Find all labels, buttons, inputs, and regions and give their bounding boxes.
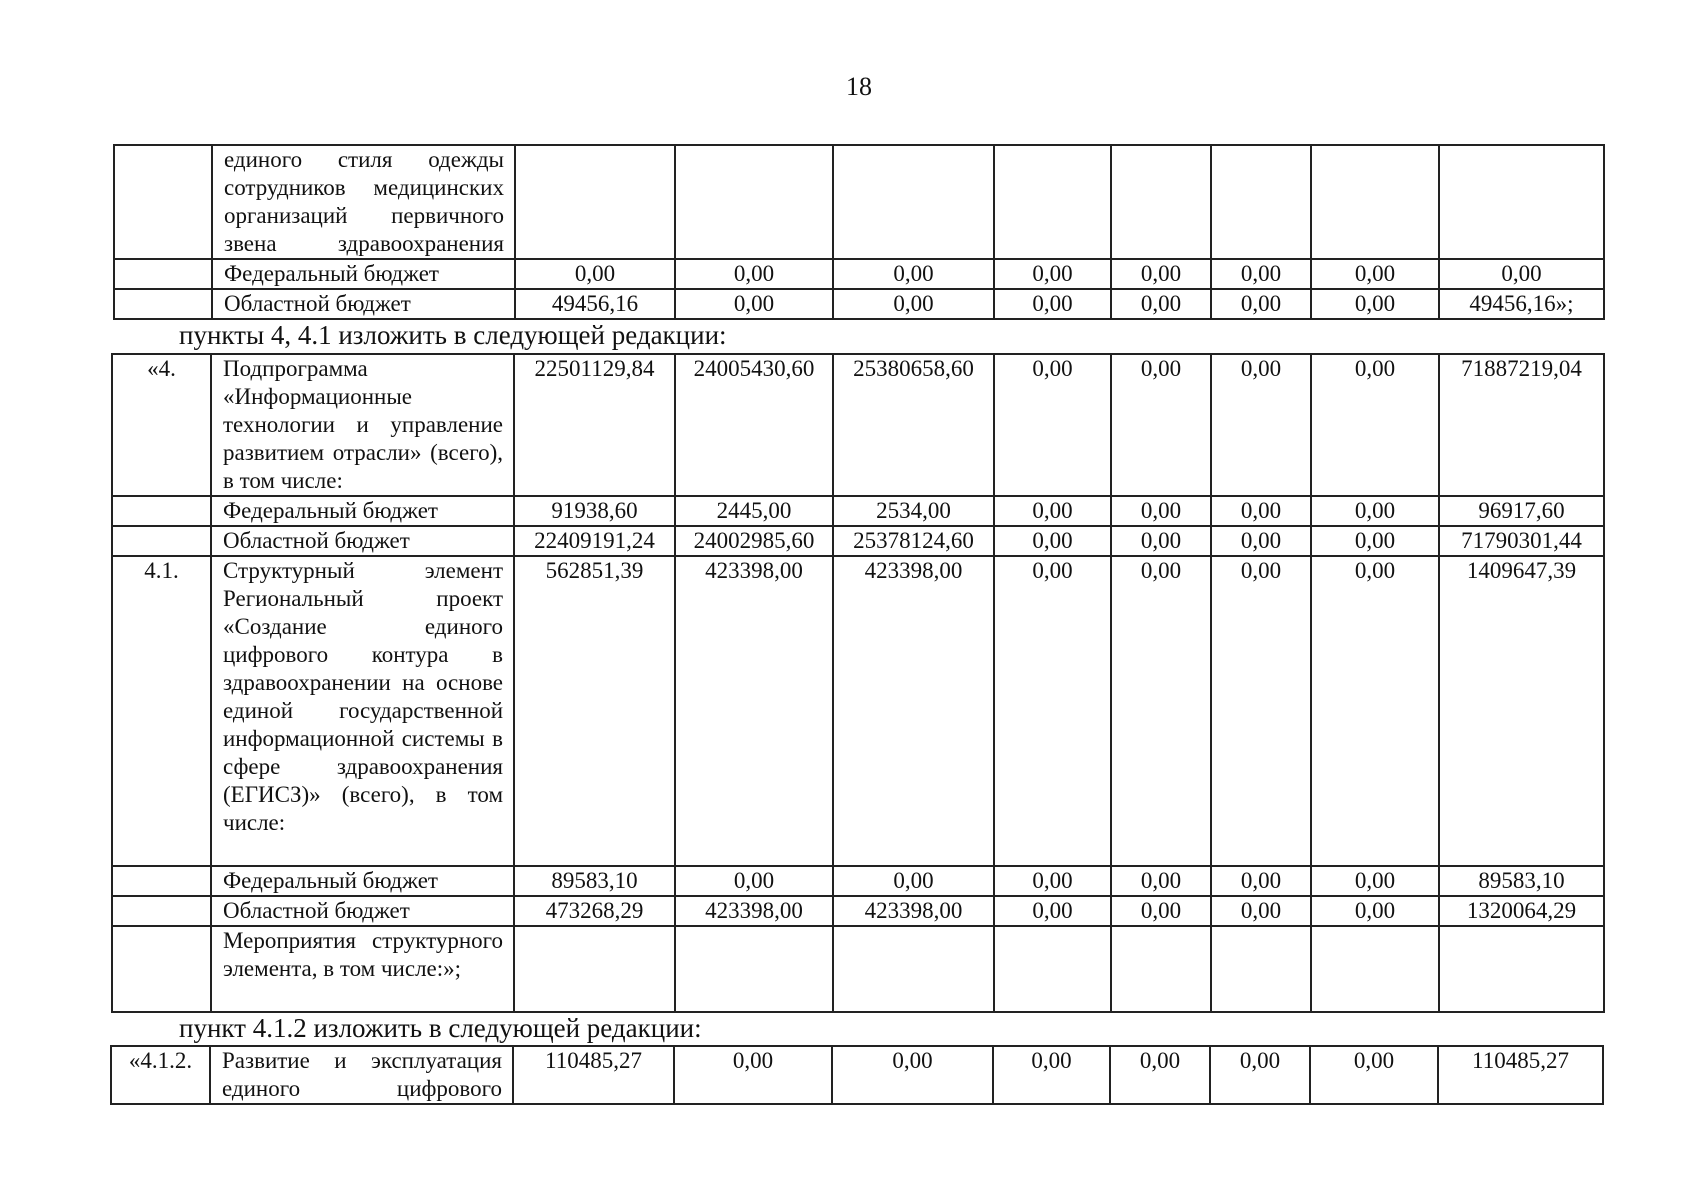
cell-value: 2534,00 <box>833 496 994 526</box>
cell-value: 0,00 <box>1439 259 1604 289</box>
row-name: единого стиля одежды сотрудников медицинских организаций первичного звена здравоохранения <box>212 145 515 259</box>
cell-value: 0,00 <box>833 259 994 289</box>
row-index <box>112 526 211 556</box>
cell-value: 423398,00 <box>675 896 833 926</box>
row-name: Развитие и эксплуатация единого цифрового <box>210 1046 513 1104</box>
budget-table-section-4-1-2 <box>110 1045 1604 1105</box>
cell-value <box>514 926 675 1012</box>
cell-value: 0,00 <box>994 496 1111 526</box>
cell-value <box>1211 926 1311 1012</box>
cell-value: 0,00 <box>832 1046 993 1104</box>
cell-value: 110485,27 <box>513 1046 674 1104</box>
cell-value: 0,00 <box>1311 496 1439 526</box>
cell-value: 0,00 <box>1311 354 1439 496</box>
row-index <box>112 866 211 896</box>
cell-value: 1409647,39 <box>1439 556 1604 866</box>
table-row <box>114 259 1604 289</box>
row-index <box>112 896 211 926</box>
row-name: Структурный элемент Региональный проект «Создание единого цифрового контура в здравоохранении на основе единой государственной информационной системы в сфере здравоохранения (ЕГИСЗ)» (всего), в том числе: <box>211 556 514 866</box>
cell-value <box>675 926 833 1012</box>
instruction-text: пункты 4, 4.1 изложить в следующей редакции: <box>179 320 727 350</box>
row-index <box>112 496 211 526</box>
cell-value: 0,00 <box>675 866 833 896</box>
cell-value <box>675 145 833 259</box>
cell-value: 0,00 <box>1211 896 1311 926</box>
row-name: Мероприятия структурного элемента, в том числе:»; <box>211 926 514 1012</box>
budget-table-section-4 <box>111 353 1605 1013</box>
cell-value <box>833 926 994 1012</box>
row-index <box>112 926 211 1012</box>
row-name: Федеральный бюджет <box>211 496 514 526</box>
cell-value: 25380658,60 <box>833 354 994 496</box>
cell-value: 0,00 <box>515 259 675 289</box>
cell-value: 0,00 <box>1110 1046 1210 1104</box>
cell-value: 0,00 <box>994 354 1111 496</box>
cell-value: 110485,27 <box>1438 1046 1603 1104</box>
cell-value: 0,00 <box>1111 259 1211 289</box>
cell-value <box>1111 926 1211 1012</box>
cell-value: 0,00 <box>994 866 1111 896</box>
row-name: Федеральный бюджет <box>212 259 515 289</box>
cell-value: 0,00 <box>1210 1046 1310 1104</box>
cell-value: 0,00 <box>994 289 1111 319</box>
cell-value: 0,00 <box>675 289 833 319</box>
cell-value <box>515 145 675 259</box>
cell-value: 89583,10 <box>514 866 675 896</box>
row-index <box>114 289 212 319</box>
cell-value: 0,00 <box>1311 289 1439 319</box>
cell-value: 0,00 <box>833 289 994 319</box>
table-row <box>112 896 1604 926</box>
cell-value: 0,00 <box>1311 896 1439 926</box>
cell-value: 89583,10 <box>1439 866 1604 896</box>
cell-value <box>1311 145 1439 259</box>
cell-value: 0,00 <box>1310 1046 1438 1104</box>
cell-value <box>1311 926 1439 1012</box>
budget-table-continued <box>113 144 1605 320</box>
cell-value: 0,00 <box>1211 289 1311 319</box>
table-row <box>114 289 1604 319</box>
cell-value: 2445,00 <box>675 496 833 526</box>
cell-value: 71790301,44 <box>1439 526 1604 556</box>
cell-value: 71887219,04 <box>1439 354 1604 496</box>
cell-value: 0,00 <box>994 526 1111 556</box>
cell-value: 25378124,60 <box>833 526 994 556</box>
cell-value: 91938,60 <box>514 496 675 526</box>
cell-value: 0,00 <box>1211 866 1311 896</box>
cell-value: 0,00 <box>1211 496 1311 526</box>
row-index: «4. <box>112 354 211 496</box>
cell-value: 24002985,60 <box>675 526 833 556</box>
cell-value: 49456,16 <box>515 289 675 319</box>
cell-value: 0,00 <box>994 896 1111 926</box>
cell-value <box>1439 926 1604 1012</box>
cell-value: 0,00 <box>674 1046 832 1104</box>
cell-value <box>1111 145 1211 259</box>
cell-value: 0,00 <box>1211 556 1311 866</box>
cell-value: 0,00 <box>1311 556 1439 866</box>
cell-value: 0,00 <box>1111 526 1211 556</box>
cell-value: 24005430,60 <box>675 354 833 496</box>
cell-value: 0,00 <box>994 259 1111 289</box>
table-row <box>112 556 1604 866</box>
cell-value: 0,00 <box>833 866 994 896</box>
table-row <box>114 145 1604 259</box>
cell-value: 0,00 <box>1211 354 1311 496</box>
cell-value: 0,00 <box>1211 259 1311 289</box>
row-name: Федеральный бюджет <box>211 866 514 896</box>
cell-value: 0,00 <box>1111 289 1211 319</box>
cell-value: 96917,60 <box>1439 496 1604 526</box>
cell-value: 22501129,84 <box>514 354 675 496</box>
instruction-text: пункт 4.1.2 изложить в следующей редакции: <box>179 1013 702 1043</box>
row-name: Областной бюджет <box>211 526 514 556</box>
cell-value: 0,00 <box>1111 556 1211 866</box>
cell-value <box>994 145 1111 259</box>
cell-value: 22409191,24 <box>514 526 675 556</box>
table-row <box>112 496 1604 526</box>
cell-value: 0,00 <box>1211 526 1311 556</box>
cell-value: 562851,39 <box>514 556 675 866</box>
table-row <box>112 866 1604 896</box>
row-name: Областной бюджет <box>212 289 515 319</box>
table-row <box>111 1046 1603 1104</box>
row-index <box>114 145 212 259</box>
cell-value: 473268,29 <box>514 896 675 926</box>
cell-value: 423398,00 <box>833 896 994 926</box>
cell-value: 0,00 <box>1111 896 1211 926</box>
cell-value: 423398,00 <box>675 556 833 866</box>
row-name: Областной бюджет <box>211 896 514 926</box>
cell-value: 1320064,29 <box>1439 896 1604 926</box>
table-row <box>112 926 1604 1012</box>
row-name: Подпрограмма «Информационные технологии и управление развитием отрасли» (всего), в том числе: <box>211 354 514 496</box>
row-index: «4.1.2. <box>111 1046 210 1104</box>
cell-value: 0,00 <box>1311 866 1439 896</box>
cell-value: 423398,00 <box>833 556 994 866</box>
cell-value: 0,00 <box>1111 496 1211 526</box>
cell-value: 0,00 <box>994 556 1111 866</box>
cell-value: 49456,16»; <box>1439 289 1604 319</box>
cell-value: 0,00 <box>1111 866 1211 896</box>
row-index: 4.1. <box>112 556 211 866</box>
cell-value: 0,00 <box>1111 354 1211 496</box>
cell-value <box>1211 145 1311 259</box>
table-row <box>112 354 1604 496</box>
row-index <box>114 259 212 289</box>
cell-value: 0,00 <box>1311 259 1439 289</box>
cell-value <box>833 145 994 259</box>
cell-value <box>994 926 1111 1012</box>
table-row <box>112 526 1604 556</box>
cell-value: 0,00 <box>1311 526 1439 556</box>
cell-value: 0,00 <box>993 1046 1110 1104</box>
cell-value <box>1439 145 1604 259</box>
page-number: 18 <box>846 72 872 101</box>
cell-value: 0,00 <box>675 259 833 289</box>
